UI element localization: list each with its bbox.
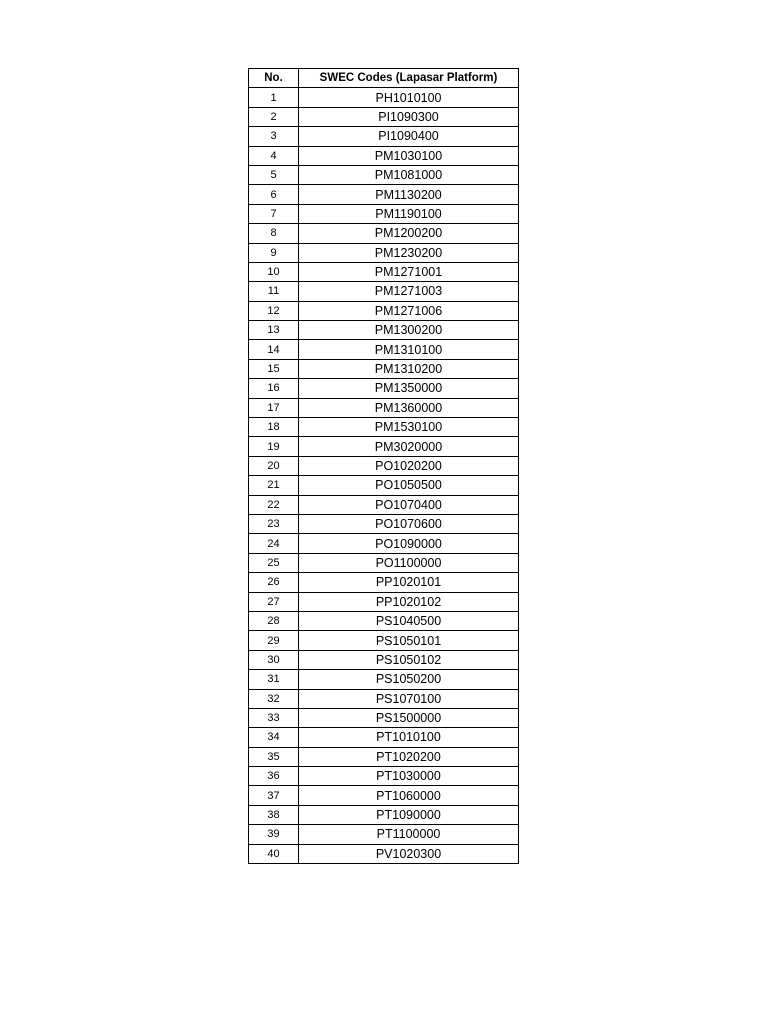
row-number-cell: 8: [249, 224, 299, 243]
table-row: [249, 631, 519, 650]
row-number-cell: 30: [249, 650, 299, 669]
swec-code-cell: PM1230200: [299, 243, 519, 262]
swec-code-cell: PS1050101: [299, 631, 519, 650]
row-number-cell: 17: [249, 398, 299, 417]
swec-code-cell: PO1070600: [299, 514, 519, 533]
row-number-cell: 19: [249, 437, 299, 456]
swec-code-cell: PI1090300: [299, 107, 519, 126]
swec-code-cell: PH1010100: [299, 88, 519, 107]
swec-codes-table: [248, 68, 519, 864]
table-row: [249, 786, 519, 805]
table-row: [249, 437, 519, 456]
swec-code-cell: PS1050200: [299, 670, 519, 689]
swec-code-cell: PS1040500: [299, 611, 519, 630]
swec-code-cell: PM1030100: [299, 146, 519, 165]
table-row: [249, 107, 519, 126]
row-number-cell: 23: [249, 514, 299, 533]
table-row: [249, 670, 519, 689]
table-body: [249, 88, 519, 864]
swec-code-cell: PT1090000: [299, 805, 519, 824]
column-header-no: No.: [249, 69, 299, 88]
swec-code-cell: PP1020101: [299, 573, 519, 592]
swec-code-cell: PM1271001: [299, 262, 519, 281]
table-row: [249, 340, 519, 359]
row-number-cell: 11: [249, 282, 299, 301]
swec-code-cell: PV1020300: [299, 844, 519, 863]
row-number-cell: 7: [249, 204, 299, 223]
table-row: [249, 379, 519, 398]
swec-code-cell: PS1500000: [299, 708, 519, 727]
row-number-cell: 33: [249, 708, 299, 727]
row-number-cell: 35: [249, 747, 299, 766]
row-number-cell: 32: [249, 689, 299, 708]
swec-code-cell: PO1050500: [299, 476, 519, 495]
table-row: [249, 359, 519, 378]
table-row: [249, 321, 519, 340]
swec-code-cell: PT1100000: [299, 825, 519, 844]
table-row: [249, 573, 519, 592]
table-row: [249, 301, 519, 320]
swec-code-cell: PM1200200: [299, 224, 519, 243]
table-row: [249, 844, 519, 863]
table-row: [249, 650, 519, 669]
table-row: [249, 243, 519, 262]
table-row: [249, 165, 519, 184]
swec-code-cell: PM1350000: [299, 379, 519, 398]
row-number-cell: 39: [249, 825, 299, 844]
swec-code-cell: PO1100000: [299, 553, 519, 572]
table-row: [249, 689, 519, 708]
table-row: [249, 495, 519, 514]
table-row: [249, 398, 519, 417]
row-number-cell: 10: [249, 262, 299, 281]
table-header-row: [249, 69, 519, 88]
row-number-cell: 28: [249, 611, 299, 630]
row-number-cell: 5: [249, 165, 299, 184]
row-number-cell: 4: [249, 146, 299, 165]
row-number-cell: 29: [249, 631, 299, 650]
row-number-cell: 15: [249, 359, 299, 378]
row-number-cell: 36: [249, 767, 299, 786]
row-number-cell: 6: [249, 185, 299, 204]
table-row: [249, 611, 519, 630]
swec-code-cell: PT1010100: [299, 728, 519, 747]
row-number-cell: 13: [249, 321, 299, 340]
table-row: [249, 88, 519, 107]
row-number-cell: 40: [249, 844, 299, 863]
swec-code-cell: PT1030000: [299, 767, 519, 786]
swec-code-cell: PM1271006: [299, 301, 519, 320]
table-row: [249, 262, 519, 281]
table-row: [249, 204, 519, 223]
table-row: [249, 127, 519, 146]
table-row: [249, 534, 519, 553]
table-row: [249, 224, 519, 243]
swec-code-cell: PM1271003: [299, 282, 519, 301]
swec-code-cell: PM1310100: [299, 340, 519, 359]
table-row: [249, 767, 519, 786]
swec-code-cell: PO1020200: [299, 456, 519, 475]
swec-code-cell: PT1060000: [299, 786, 519, 805]
table-row: [249, 553, 519, 572]
row-number-cell: 31: [249, 670, 299, 689]
swec-code-cell: PM1130200: [299, 185, 519, 204]
row-number-cell: 3: [249, 127, 299, 146]
row-number-cell: 21: [249, 476, 299, 495]
swec-code-cell: PO1090000: [299, 534, 519, 553]
table-row: [249, 747, 519, 766]
table-row: [249, 146, 519, 165]
row-number-cell: 24: [249, 534, 299, 553]
row-number-cell: 18: [249, 418, 299, 437]
table-row: [249, 282, 519, 301]
row-number-cell: 20: [249, 456, 299, 475]
swec-code-cell: PS1050102: [299, 650, 519, 669]
swec-code-cell: PP1020102: [299, 592, 519, 611]
table-row: [249, 708, 519, 727]
row-number-cell: 12: [249, 301, 299, 320]
swec-code-cell: PM3020000: [299, 437, 519, 456]
row-number-cell: 34: [249, 728, 299, 747]
row-number-cell: 2: [249, 107, 299, 126]
row-number-cell: 14: [249, 340, 299, 359]
swec-code-cell: PM1310200: [299, 359, 519, 378]
row-number-cell: 37: [249, 786, 299, 805]
row-number-cell: 16: [249, 379, 299, 398]
swec-code-cell: PM1190100: [299, 204, 519, 223]
table-row: [249, 825, 519, 844]
table-header: [249, 69, 519, 88]
row-number-cell: 38: [249, 805, 299, 824]
table-row: [249, 476, 519, 495]
table-row: [249, 805, 519, 824]
table-row: [249, 592, 519, 611]
swec-code-cell: PM1300200: [299, 321, 519, 340]
swec-code-cell: PM1360000: [299, 398, 519, 417]
row-number-cell: 9: [249, 243, 299, 262]
table-row: [249, 418, 519, 437]
table-row: [249, 456, 519, 475]
row-number-cell: 27: [249, 592, 299, 611]
row-number-cell: 22: [249, 495, 299, 514]
swec-code-cell: PM1081000: [299, 165, 519, 184]
row-number-cell: 25: [249, 553, 299, 572]
row-number-cell: 26: [249, 573, 299, 592]
table-row: [249, 514, 519, 533]
swec-code-cell: PM1530100: [299, 418, 519, 437]
table-row: [249, 185, 519, 204]
swec-code-cell: PI1090400: [299, 127, 519, 146]
swec-code-cell: PS1070100: [299, 689, 519, 708]
table-row: [249, 728, 519, 747]
row-number-cell: 1: [249, 88, 299, 107]
column-header-swec-codes: SWEC Codes (Lapasar Platform): [299, 69, 519, 88]
swec-code-cell: PO1070400: [299, 495, 519, 514]
swec-code-cell: PT1020200: [299, 747, 519, 766]
